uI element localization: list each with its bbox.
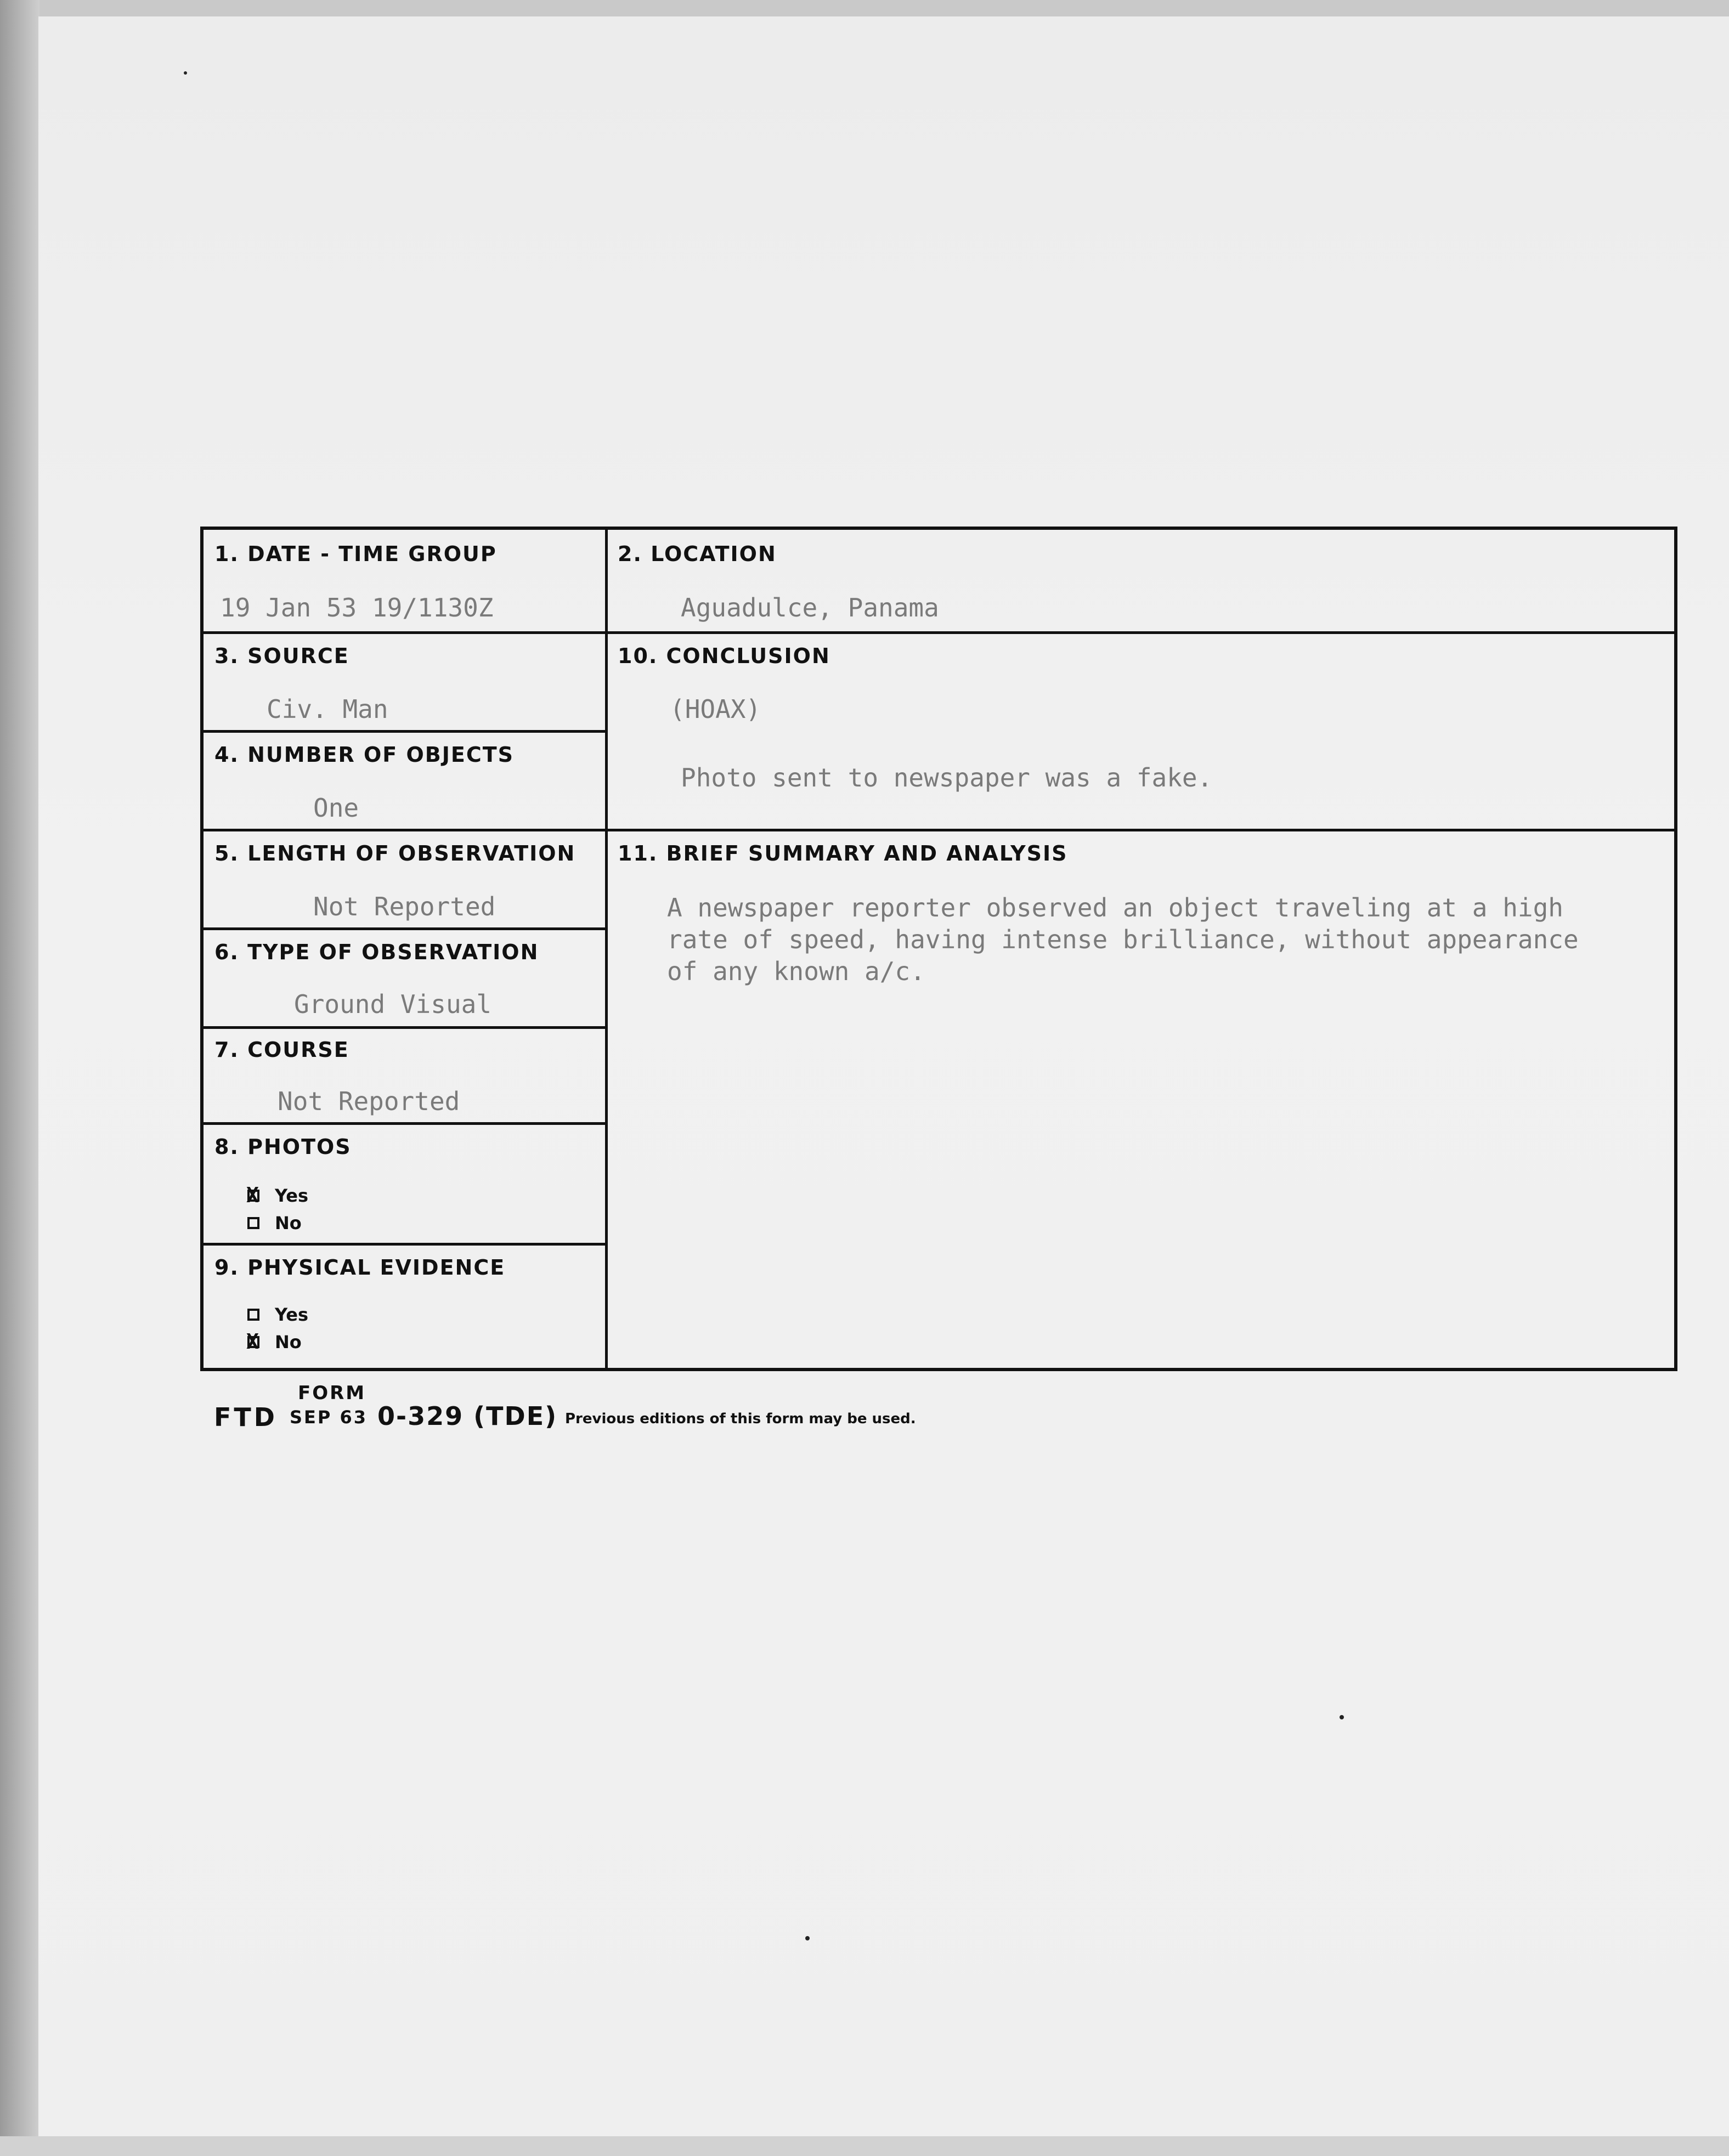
- footer-note: Previous editions of this form may be used.: [565, 1411, 916, 1427]
- row-divider: [204, 1122, 605, 1125]
- checkbox-icon[interactable]: [247, 1309, 259, 1321]
- physical-evidence-yes-label: Yes: [275, 1304, 308, 1325]
- source-label: 3. SOURCE: [214, 644, 349, 668]
- length-of-observation-label: 5. LENGTH OF OBSERVATION: [214, 841, 576, 865]
- photos-no-option[interactable]: [247, 1213, 302, 1233]
- row-divider: [204, 927, 605, 930]
- scan-bottom-edge: [0, 2136, 1729, 2156]
- photos-no-label: No: [275, 1213, 302, 1233]
- number-of-objects-value: One: [313, 793, 359, 823]
- scan-speck: [805, 1936, 810, 1940]
- row-divider: [204, 1243, 605, 1246]
- row-divider: [204, 1026, 605, 1029]
- checkbox-checked-icon[interactable]: [247, 1336, 259, 1348]
- source-value: Civ. Man: [267, 694, 388, 724]
- footer-form-word: FORM: [298, 1382, 366, 1404]
- location-value: Aguadulce, Panama: [681, 593, 939, 623]
- physical-evidence-yes-option[interactable]: [247, 1304, 308, 1325]
- footer-date-code: SEP 63: [290, 1407, 368, 1428]
- conclusion-value: (HOAX): [670, 694, 761, 724]
- type-of-observation-value: Ground Visual: [294, 989, 492, 1019]
- footer-form-number: 0-329 (TDE): [377, 1401, 558, 1431]
- location-label: 2. LOCATION: [618, 542, 777, 566]
- column-divider: [605, 530, 608, 1369]
- photos-label: 8. PHOTOS: [214, 1135, 352, 1159]
- physical-evidence-no-label: No: [275, 1332, 302, 1353]
- report-form: [200, 527, 1677, 1371]
- type-of-observation-label: 6. TYPE OF OBSERVATION: [214, 940, 539, 964]
- scan-speck: [1340, 1715, 1344, 1719]
- course-label: 7. COURSE: [214, 1038, 349, 1062]
- date-time-group-label: 1. DATE - TIME GROUP: [214, 542, 497, 566]
- brief-summary-text: A newspaper reporter observed an object traveling at a high rate of speed, having intense brilliance, without appearance of any known a/c.: [667, 893, 1579, 986]
- scan-left-edge: [0, 0, 39, 2156]
- conclusion-detail: Photo sent to newspaper was a fake.: [681, 763, 1213, 793]
- row-divider: [204, 730, 605, 733]
- date-time-group-value: 19 Jan 53 19/1130Z: [220, 593, 494, 623]
- checkbox-checked-icon[interactable]: [247, 1190, 259, 1202]
- course-value: Not Reported: [278, 1087, 460, 1116]
- physical-evidence-label: 9. PHYSICAL EVIDENCE: [214, 1255, 506, 1280]
- row-divider: [204, 829, 1675, 831]
- photos-yes-option[interactable]: [247, 1185, 308, 1206]
- brief-summary-label: 11. BRIEF SUMMARY AND ANALYSIS: [618, 841, 1068, 865]
- row-divider: [204, 631, 1675, 634]
- scan-speck: [184, 71, 187, 75]
- number-of-objects-label: 4. NUMBER OF OBJECTS: [214, 743, 515, 767]
- footer-ftd: FTD: [214, 1402, 278, 1432]
- photos-yes-label: Yes: [275, 1185, 308, 1206]
- checkbox-icon[interactable]: [247, 1217, 259, 1229]
- conclusion-label: 10. CONCLUSION: [618, 644, 830, 668]
- physical-evidence-no-option[interactable]: [247, 1332, 302, 1353]
- length-of-observation-value: Not Reported: [313, 892, 496, 921]
